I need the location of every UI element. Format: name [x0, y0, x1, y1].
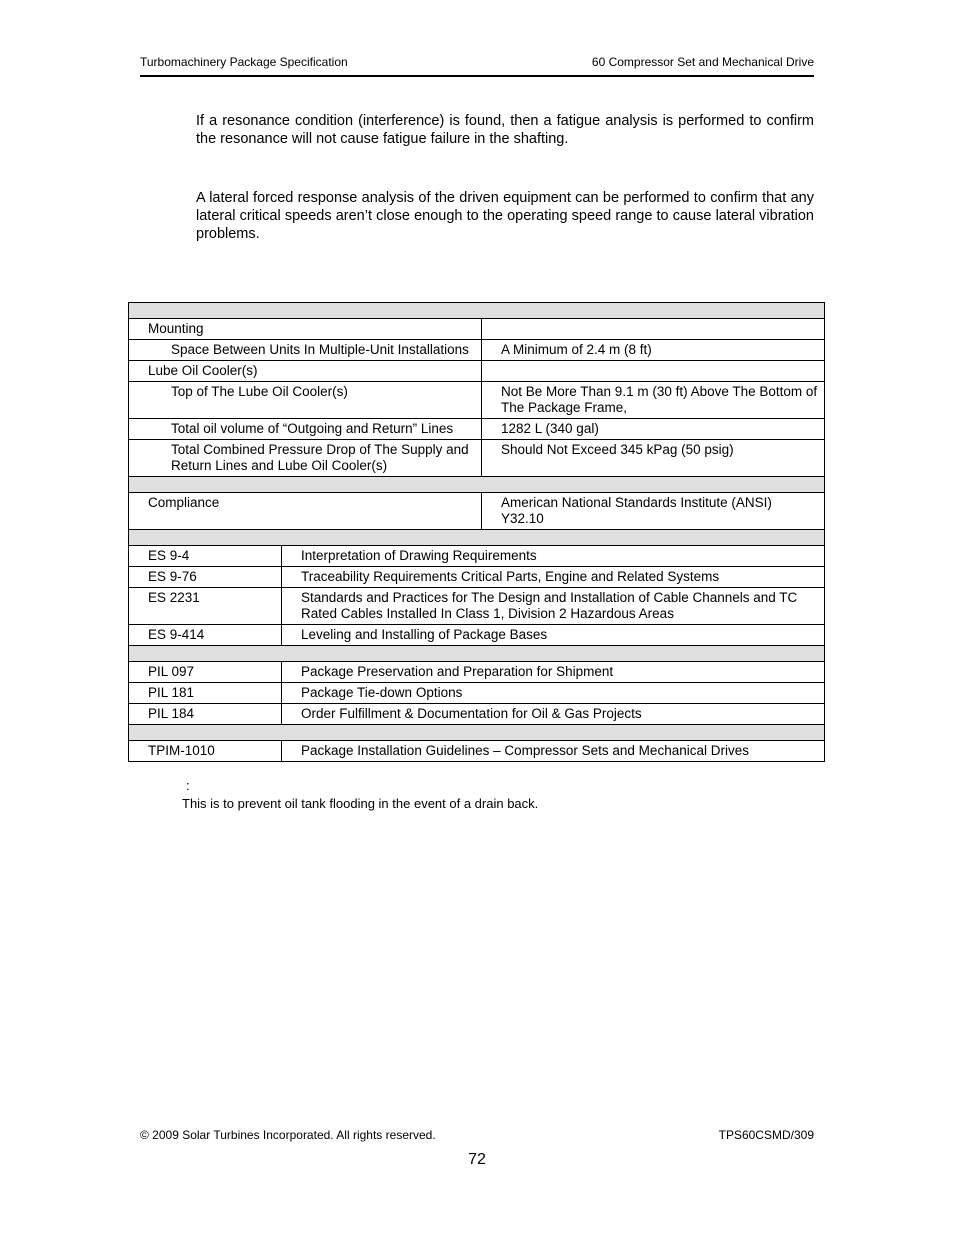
table-row: [129, 704, 825, 725]
table-row: [129, 546, 825, 567]
table-row: [129, 567, 825, 588]
mounting-value: [482, 319, 825, 340]
spec-description: Leveling and Installing of Package Bases: [282, 625, 825, 646]
page-number: 72: [468, 1151, 486, 1168]
page-header: [140, 55, 814, 77]
table-row: [129, 683, 825, 704]
table-row: [129, 588, 825, 625]
table-row: [129, 382, 825, 419]
table-row: [129, 419, 825, 440]
section-header-row: [129, 725, 825, 741]
pressure-drop-value: Should Not Exceed 345 kPag (50 psig): [482, 440, 825, 477]
cooler-top-label: Top of The Lube Oil Cooler(s): [129, 382, 482, 419]
table-row: [129, 340, 825, 361]
spec-code: ES 9-414: [129, 625, 282, 646]
oil-volume-value: 1282 L (340 gal): [482, 419, 825, 440]
spec-code: ES 9-76: [129, 567, 282, 588]
note-marker: :: [186, 778, 190, 793]
installation-requirements-table: [128, 302, 825, 762]
table-row: [129, 361, 825, 382]
pil-description: Package Tie-down Options: [282, 683, 825, 704]
compliance-value: American National Standards Institute (ANSI) Y32.10: [482, 493, 825, 530]
section-header-row: [129, 477, 825, 493]
lateral-response-paragraph: A lateral forced response analysis of the driven equipment can be performed to confirm that any lateral critical speeds aren’t close enough to the operating speed range to cause lateral vibration problems.: [196, 190, 814, 242]
mounting-label: Mounting: [129, 319, 482, 340]
pil-code: PIL 184: [129, 704, 282, 725]
pil-code: PIL 097: [129, 662, 282, 683]
spec-description: Standards and Practices for The Design and Installation of Cable Channels and TC Rated Cables Installed In Class 1, Division 2 Hazardous Areas: [282, 588, 825, 625]
table-row: [129, 662, 825, 683]
resonance-paragraph: If a resonance condition (interference) is found, then a fatigue analysis is performed to confirm the resonance will not cause fatigue failure in the shafting.: [196, 113, 814, 147]
table-row: [129, 493, 825, 530]
section-header-row: [129, 530, 825, 546]
tpim-description: Package Installation Guidelines – Compressor Sets and Mechanical Drives: [282, 741, 825, 762]
oil-volume-label: Total oil volume of “Outgoing and Return” Lines: [129, 419, 482, 440]
lube-oil-cooler-value: [482, 361, 825, 382]
lube-oil-cooler-label: Lube Oil Cooler(s): [129, 361, 482, 382]
spec-code: ES 2231: [129, 588, 282, 625]
pil-description: Package Preservation and Preparation for Shipment: [282, 662, 825, 683]
spec-code: ES 9-4: [129, 546, 282, 567]
pil-description: Order Fulfillment & Documentation for Oil & Gas Projects: [282, 704, 825, 725]
table-row: [129, 440, 825, 477]
section-header-row: [129, 303, 825, 319]
compliance-label: Compliance: [129, 493, 482, 530]
footer-doc-id: TPS60CSMD/309: [718, 1128, 814, 1142]
unit-spacing-value: A Minimum of 2.4 m (8 ft): [482, 340, 825, 361]
table-row: [129, 319, 825, 340]
header-section: 60 Compressor Set and Mechanical Drive: [591, 55, 814, 69]
footer-copyright: © 2009 Solar Turbines Incorporated. All rights reserved.: [140, 1128, 436, 1142]
pil-code: PIL 181: [129, 683, 282, 704]
cooler-top-value: Not Be More Than 9.1 m (30 ft) Above The Bottom of The Package Frame,: [482, 382, 825, 419]
spec-description: Traceability Requirements Critical Parts, Engine and Related Systems: [282, 567, 825, 588]
spec-description: Interpretation of Drawing Requirements: [282, 546, 825, 567]
table-note: This is to prevent oil tank flooding in the event of a drain back.: [182, 796, 539, 811]
unit-spacing-label: Space Between Units In Multiple-Unit Installations: [129, 340, 482, 361]
header-title: Turbomachinery Package Specification: [140, 55, 348, 69]
tpim-code: TPIM-1010: [129, 741, 282, 762]
section-header-row: [129, 646, 825, 662]
table-row: [129, 625, 825, 646]
pressure-drop-label: Total Combined Pressure Drop of The Supply and Return Lines and Lube Oil Cooler(s): [129, 440, 482, 477]
table-row: [129, 741, 825, 762]
